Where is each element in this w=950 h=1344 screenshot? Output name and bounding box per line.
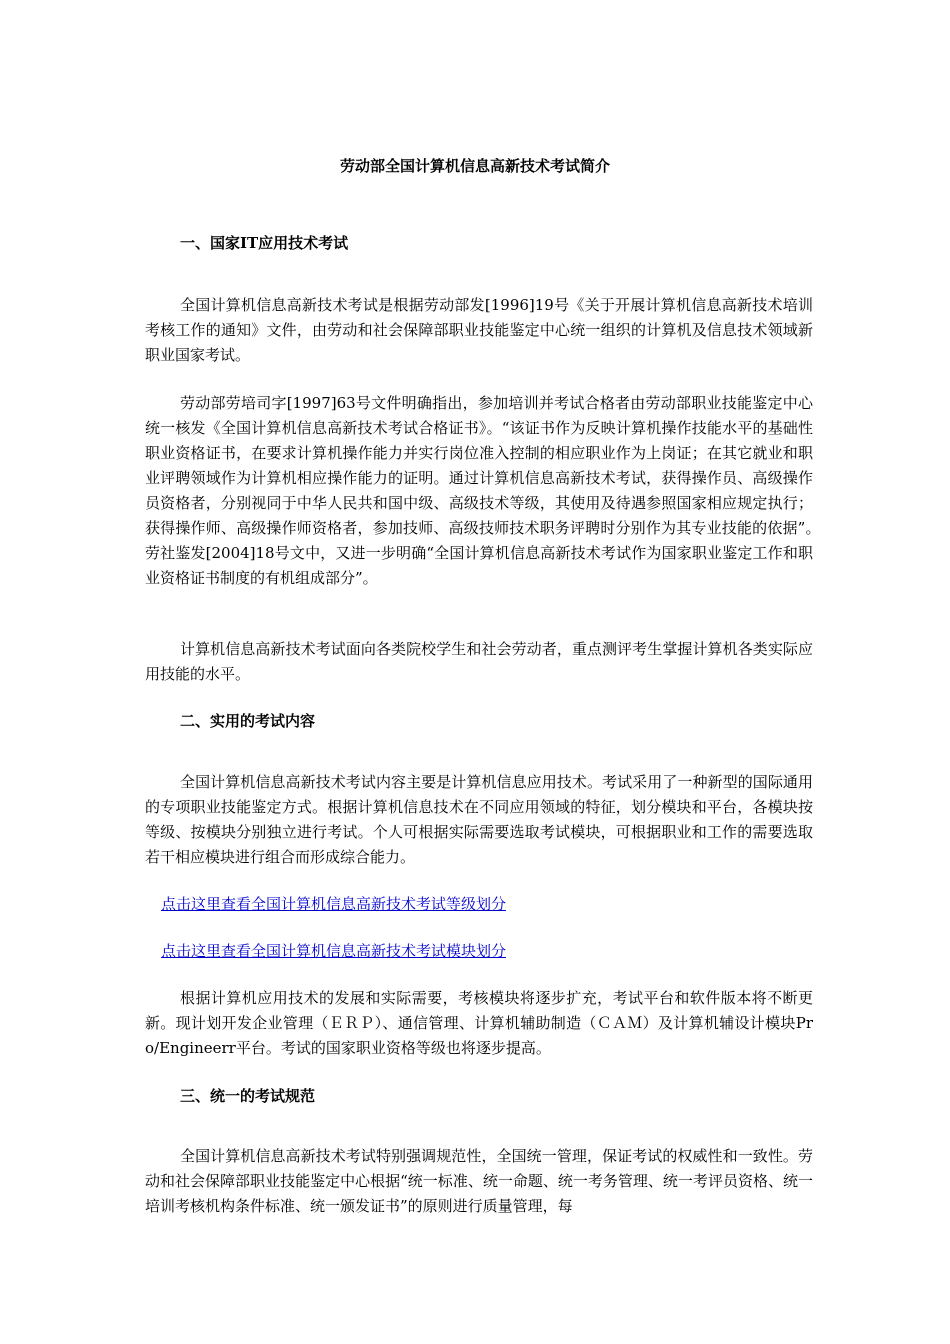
paragraph: 全国计算机信息高新技术考试特别强调规范性，全国统一管理，保证考试的权威性和一致性。劳动和社会保障部职业技能鉴定中心根据“统一标准、统一命题、统一考务管理、统一考评员资格、统一培训考核机构条件标准、统一颁发证书”的原则进行质量管理，每 [145,1147,813,1215]
paragraph: 全国计算机信息高新技术考试是根据劳动部发[1996]19号《关于开展计算机信息高新技术培训考核工作的通知》文件，由劳动和社会保障部职业技能鉴定中心统一组织的计算机及信息技术领域新职业国家考试。 [145,296,813,364]
paragraph: 劳动部劳培司字[1997]63号文件明确指出，参加培训并考试合格者由劳动部职业技能鉴定中心统一核发《全国计算机信息高新技术考试合格证书》。“该证书作为反映计算机操作技能水平的基础性职业资格证书，在要求计算机操作能力并实行岗位准入控制的相应职业作为上岗证；在其它就业和职业评聘领域作为计算机相应操作能力的证明。通过计算机信息高新技术考试，获得操作员、高级操作员资格者，分别视同于中华人民共和国中级、高级技术等级，其使用及待遇参照国家相应规定执行；获得操作师、高级操作师资格者，参加技师、高级技师技术职务评聘时分别作为其专业技能的依据”。 劳社鉴发[2004]18号文中，又进一步明确“全国计算机信息高新技术考试作为国家职业鉴定工作和职业资格证书制度的有机组成部分”。 [145,394,829,587]
section-heading: 三、统一的考试规范 [180,1087,316,1105]
section-heading: 二、实用的考试内容 [180,712,316,730]
paragraph: 全国计算机信息高新技术考试内容主要是计算机信息应用技术。考试采用了一种新型的国际通用的专项职业技能鉴定方式。根据计算机信息技术在不同应用领域的特征，划分模块和平台，各模块按等级、按模块分别独立进行考试。个人可根据实际需要选取考试模块，可根据职业和工作的需要选取若干相应模块进行组合而形成综合能力。 [145,773,813,866]
paragraph: 计算机信息高新技术考试面向各类院校学生和社会劳动者，重点测评考生掌握计算机各类实际应用技能的水平。 [145,640,813,683]
paragraph: 根据计算机应用技术的发展和实际需要，考核模块将逐步扩充，考试平台和软件版本将不断更新。现计划开发企业管理（ＥＲＰ）、通信管理、计算机辅助制造（ＣＡＭ）及计算机辅设计模块Pro/Engineerr平台。考试的国家职业资格等级也将逐步提高。 [145,989,813,1057]
module-division-link[interactable]: 点击这里查看全国计算机信息高新技术考试模块划分 [161,942,507,960]
grade-division-link[interactable]: 点击这里查看全国计算机信息高新技术考试等级划分 [161,895,507,913]
document-title: 劳动部全国计算机信息高新技术考试简介 [339,157,610,175]
section-heading: 一、国家IT应用技术考试 [180,234,349,252]
